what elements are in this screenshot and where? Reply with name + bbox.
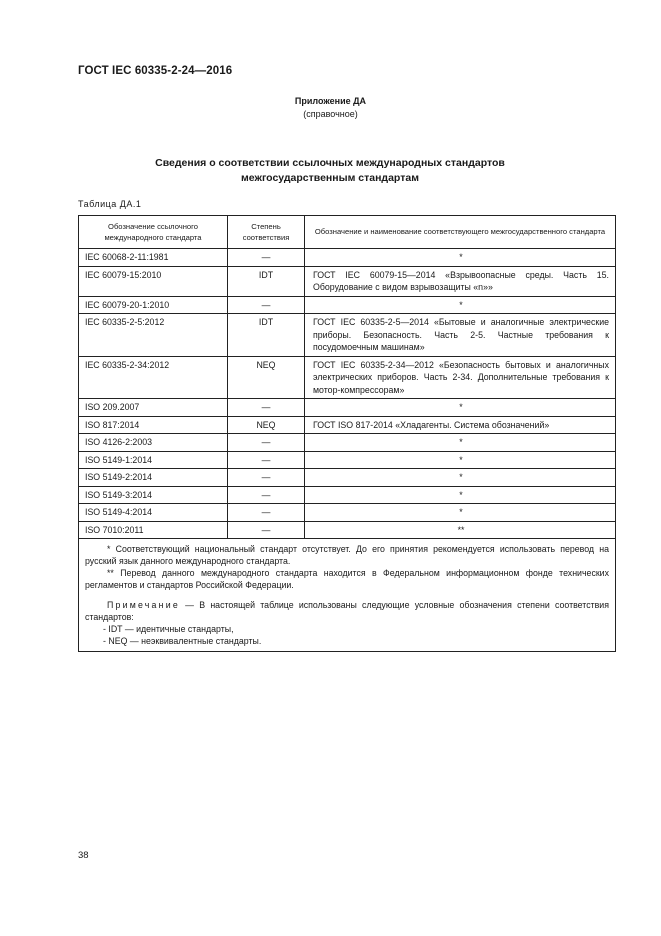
table-row — [79, 469, 616, 487]
cell-degree: NEQ — [228, 416, 305, 434]
section-title-line-2: межгосударственным стандартам — [241, 172, 419, 184]
cell-national-standard: ГОСТ IEC 60079-15—2014 «Взрывоопасные среды. Часть 15. Оборудование с видом взрывозащиты «n»» — [305, 266, 616, 296]
table-caption: Таблица ДА.1 — [78, 199, 142, 209]
cell-degree: NEQ — [228, 356, 305, 399]
cell-intl-standard: ISO 4126-2:2003 — [79, 434, 228, 452]
page-number: 38 — [78, 850, 89, 861]
cell-intl-standard: ISO 5149-2:2014 — [79, 469, 228, 487]
note-label: Примечание — [107, 600, 180, 610]
note-item-idt: - IDT — идентичные стандарты, — [103, 624, 234, 634]
cell-degree: — — [228, 296, 305, 314]
table-row — [79, 416, 616, 434]
cell-intl-standard: ISO 817:2014 — [79, 416, 228, 434]
correspondence-table-wrapper — [78, 215, 615, 652]
footnote-2: ** Перевод данного международного стандарта находится в Федеральном информационном фонде технических регламентов и стандартов Российской Федерации. — [85, 568, 609, 590]
cell-degree: — — [228, 399, 305, 417]
cell-intl-standard: ISO 5149-3:2014 — [79, 486, 228, 504]
cell-intl-standard: IEC 60335-2-5:2012 — [79, 314, 228, 357]
cell-degree: — — [228, 469, 305, 487]
table-row — [79, 399, 616, 417]
cell-intl-standard: IEC 60335-2-34:2012 — [79, 356, 228, 399]
cell-national-standard: * — [305, 296, 616, 314]
cell-degree: — — [228, 249, 305, 267]
section-title-line-1: Сведения о соответствии ссылочных международных стандартов — [155, 157, 505, 169]
cell-degree: IDT — [228, 266, 305, 296]
table-row — [79, 504, 616, 522]
header-international-standard: Обозначение ссылочного международного стандарта — [79, 216, 228, 249]
note-item-neq: - NEQ — неэквивалентные стандарты. — [103, 636, 262, 646]
table-row — [79, 356, 616, 399]
cell-intl-standard: IEC 60079-15:2010 — [79, 266, 228, 296]
cell-national-standard: ГОСТ ISO 817-2014 «Хладагенты. Система обозначений» — [305, 416, 616, 434]
cell-degree: — — [228, 486, 305, 504]
correspondence-table — [78, 215, 616, 652]
cell-intl-standard: ISO 5149-4:2014 — [79, 504, 228, 522]
cell-degree: — — [228, 521, 305, 539]
cell-intl-standard: ISO 5149-1:2014 — [79, 451, 228, 469]
table-row — [79, 266, 616, 296]
cell-national-standard: * — [305, 249, 616, 267]
appendix-heading — [0, 95, 661, 121]
appendix-subtitle: (справочное) — [303, 109, 358, 119]
table-footnotes-row — [79, 539, 616, 652]
section-title — [120, 156, 540, 186]
cell-intl-standard: ISO 209.2007 — [79, 399, 228, 417]
table-footnotes — [79, 539, 616, 652]
table-row — [79, 486, 616, 504]
table-row — [79, 314, 616, 357]
table-row — [79, 296, 616, 314]
table-note — [85, 599, 609, 623]
cell-national-standard: * — [305, 451, 616, 469]
header-national-standard: Обозначение и наименование соответствующего межгосударственного стандарта — [305, 216, 616, 249]
cell-national-standard: ГОСТ IEC 60335-2-34—2012 «Безопасность бытовых и аналогичных электрических приборов. Часть 2-34. Дополнительные требования к мотор-компрессорам» — [305, 356, 616, 399]
header-degree: Степень соответствия — [228, 216, 305, 249]
cell-national-standard: * — [305, 469, 616, 487]
footnote-1: * Соответствующий национальный стандарт отсутствует. До его принятия рекомендуется использовать перевод на русский язык данного международного стандарта. — [85, 544, 609, 566]
appendix-title: Приложение ДА — [294, 96, 367, 106]
cell-national-standard: * — [305, 486, 616, 504]
table-row — [79, 434, 616, 452]
cell-national-standard: * — [305, 434, 616, 452]
table-header-row — [79, 216, 616, 249]
cell-national-standard: * — [305, 399, 616, 417]
cell-intl-standard: ISO 7010:2011 — [79, 521, 228, 539]
cell-degree: — — [228, 451, 305, 469]
table-row — [79, 451, 616, 469]
cell-intl-standard: IEC 60079-20-1:2010 — [79, 296, 228, 314]
cell-national-standard: * — [305, 504, 616, 522]
note-text: — В настоящей таблице использованы следующие условные обозначения степени соответствия стандартов: — [85, 600, 609, 622]
table-row — [79, 521, 616, 539]
cell-degree: — — [228, 434, 305, 452]
cell-degree: — — [228, 504, 305, 522]
cell-intl-standard: IEC 60068-2-11:1981 — [79, 249, 228, 267]
cell-degree: IDT — [228, 314, 305, 357]
table-row — [79, 249, 616, 267]
cell-national-standard: ГОСТ IEC 60335-2-5—2014 «Бытовые и аналогичные электрические приборы. Безопасность. Часть 2-5. Частные требования к посудомоечным машинам» — [305, 314, 616, 357]
cell-national-standard: ** — [305, 521, 616, 539]
document-number-header: ГОСТ IEC 60335-2-24—2016 — [78, 65, 233, 77]
